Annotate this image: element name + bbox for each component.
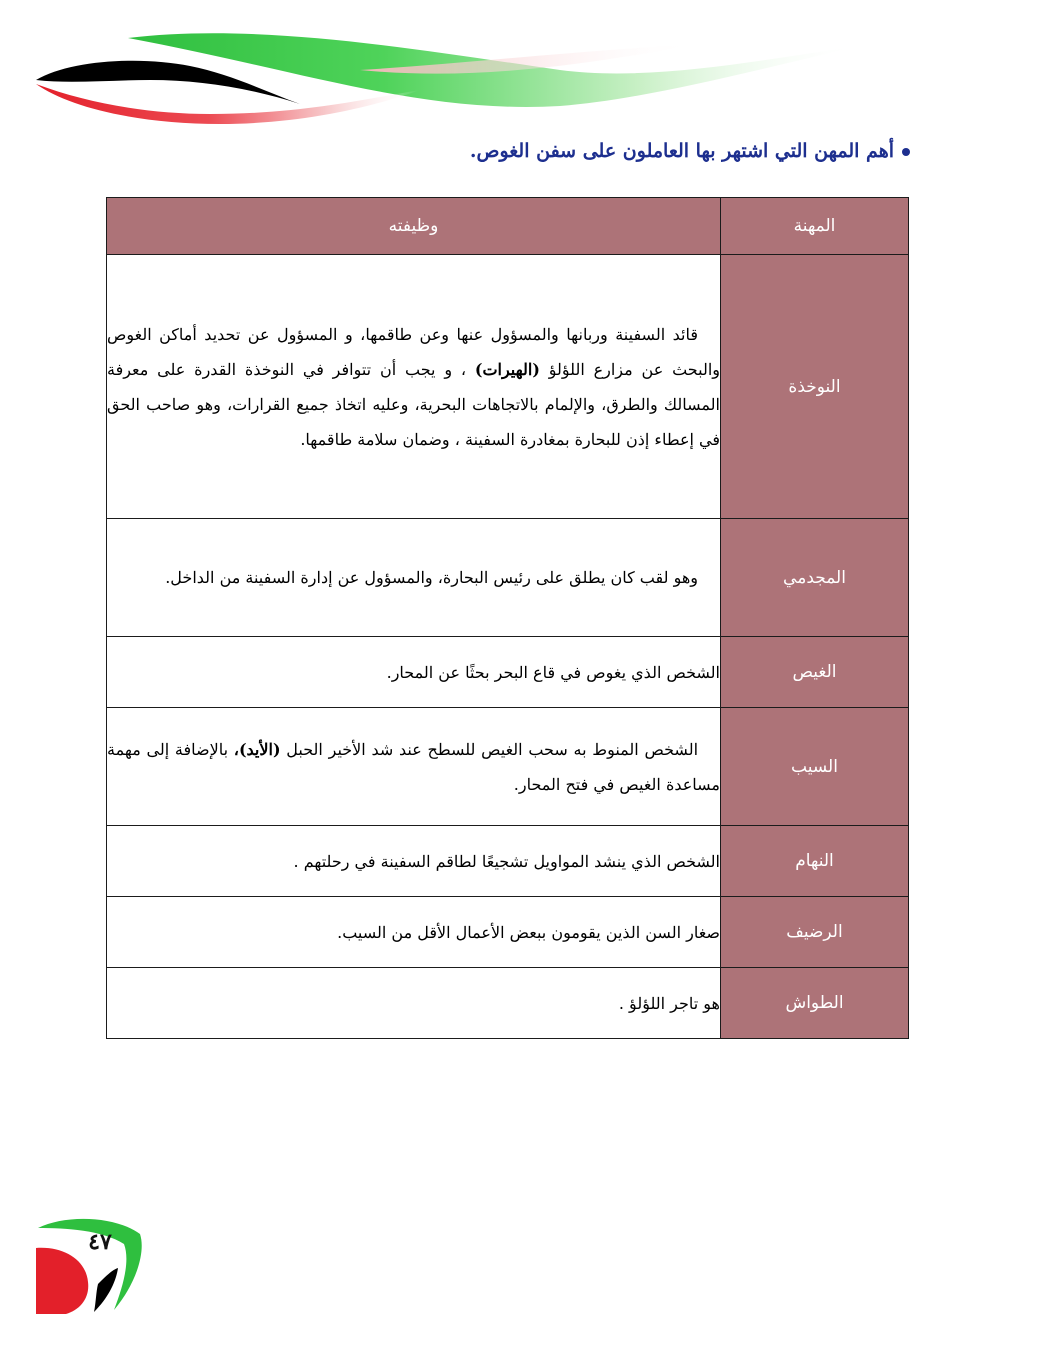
table-row [107, 708, 909, 826]
header-job: المهنة [721, 198, 909, 255]
job-description: الشخص المنوط به سحب الغيص للسطح عند شد الأخير الحبل (الأيد)، بالإضافة إلى مهمة مساعدة الغيص في فتح المحار. [107, 708, 721, 826]
table-row [107, 255, 909, 519]
job-name: السيب [721, 708, 909, 826]
job-name: النهام [721, 826, 909, 897]
heading-text: أهم المهن التي اشتهر بها العاملون على سفن الغوص. [469, 140, 894, 162]
job-name: الغيص [721, 637, 909, 708]
red-shape [36, 1248, 88, 1314]
bullet-icon [902, 148, 910, 156]
job-name: النوخذة [721, 255, 909, 519]
table-row [107, 519, 909, 637]
job-description: هو تاجر اللؤلؤ . [107, 968, 721, 1039]
job-description: وهو لقب كان يطلق على رئيس البحارة، والمسؤول عن إدارة السفينة من الداخل. [107, 519, 721, 637]
job-name: المجدمي [721, 519, 909, 637]
professions-table [106, 197, 909, 1039]
job-description: الشخص الذي يغوص في قاع البحر بحثًا عن المحار. [107, 637, 721, 708]
red-ribbon [36, 84, 420, 124]
table-row [107, 637, 909, 708]
header-description: وظيفته [107, 198, 721, 255]
job-name: الطواش [721, 968, 909, 1039]
table-row [107, 826, 909, 897]
table-row [107, 968, 909, 1039]
job-name: الرضيف [721, 897, 909, 968]
job-description: صغار السن الذين يقومون ببعض الأعمال الأقل من السيب. [107, 897, 721, 968]
flag-ribbon-banner [0, 0, 1062, 135]
section-heading [470, 140, 910, 162]
table-row [107, 897, 909, 968]
page-number: ٤٧ [88, 1229, 112, 1255]
black-shape [94, 1268, 118, 1312]
job-description: قائد السفينة وربانها والمسؤول عنها وعن طاقمها، و المسؤول عن تحديد أماكن الغوص والبحث عن مزارع اللؤلؤ (الهيرات) ، و يجب أن تتوافر في النوخذة القدرة على معرفة المسالك والطرق، والإلمام بالاتجاهات البحرية، وعليه اتخاذ جميع القرارات، وهو صاحب الحق في إعطاء إذن للبحارة بمغادرة السفينة ، وضمان سلامة طاقمها. [107, 255, 721, 519]
table-header-row [107, 198, 909, 255]
job-description: الشخص الذي ينشد المواويل تشجيعًا لطاقم السفينة في رحلتهم . [107, 826, 721, 897]
